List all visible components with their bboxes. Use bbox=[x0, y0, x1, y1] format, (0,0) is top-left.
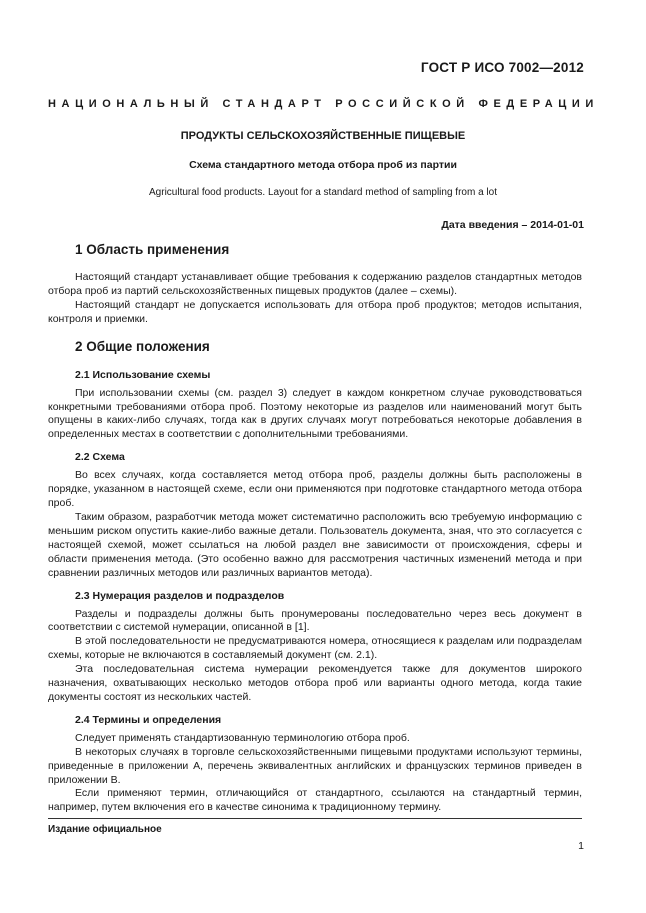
paragraph: При использовании схемы (см. раздел 3) следует в каждом конкретном случае руководствоваться конкретными требованиями отбора проб. Поэтому некоторые из разделов или наименований могут быть опущены в каких-либо случаях, тогда как в других случаях могут потребоваться некоторые добавления в определенных местах в соответствии с дополнительными требованиями. bbox=[48, 386, 582, 441]
document-subtitle: Схема стандартного метода отбора проб из партии bbox=[189, 159, 457, 171]
subsection-heading-2-2: 2.2 Схема bbox=[75, 451, 125, 464]
introduction-date: Дата введения – 2014-01-01 bbox=[441, 219, 584, 231]
paragraph: В некоторых случаях в торговле сельскохозяйственными пищевыми продуктами используют термины, приведенные в приложении А, перечень эквивалентных английских и французских терминов приведен в приложении В. bbox=[48, 745, 582, 786]
subsection-heading-2-4: 2.4 Термины и определения bbox=[75, 713, 222, 726]
section-heading-2: 2 Общие положения bbox=[75, 338, 210, 354]
paragraph: Таким образом, разработчик метода может систематично расположить всю требуемую информацию с меньшим риском опустить какие-либо важные детали. Пользователь документа, зная, что это согласуется с настоящей схемой, может ссылаться на любой раздел вне зависимости от происхождения, сферы и области применения метода. (Это особенно важно для рассмотрения частичных изменений метода и при сравнении различных методов или различных вариантов метода). bbox=[48, 510, 582, 579]
national-standard-banner: НАЦИОНАЛЬНЫЙ СТАНДАРТ РОССИЙСКОЙ ФЕДЕРАЦИИ bbox=[48, 98, 599, 110]
paragraph: Разделы и подразделы должны быть пронумерованы последовательно через весь документ в соответствии с системой нумерации, описанной в [1]. bbox=[48, 607, 582, 634]
paragraph: Эта последовательная система нумерации рекомендуется также для документов широкого назначения, охватывающих несколько методов отбора проб или варианты одного метода, когда такие документы состоят из нескольких частей. bbox=[48, 663, 582, 703]
section-heading-1: 1 Область применения bbox=[75, 242, 230, 257]
document-title: ПРОДУКТЫ СЕЛЬСКОХОЗЯЙСТВЕННЫЕ ПИЩЕВЫЕ bbox=[180, 130, 466, 142]
subsection-heading-2-3: 2.3 Нумерация разделов и подразделов bbox=[75, 589, 285, 602]
document-code: ГОСТ Р ИСО 7002—2012 bbox=[420, 60, 584, 75]
page-number: 1 bbox=[578, 840, 584, 852]
paragraph: Во всех случаях, когда составляется метод отбора проб, разделы должны быть расположены в порядке, указанном в настоящей схеме, если они применяются при подготовке стандартного метода отбора проб. bbox=[48, 469, 582, 510]
subsection-heading-2-1: 2.1 Использование схемы bbox=[75, 368, 211, 381]
footer-divider bbox=[48, 818, 582, 819]
paragraph: Настоящий стандарт не допускается использовать для отбора проб продуктов; методов испытания, контроля и приемки. bbox=[48, 298, 582, 325]
paragraph: Если применяют термин, отличающийся от стандартного, ссылаются на стандартный термин, например, путем включения его в качестве синонима к традиционному термину. bbox=[48, 787, 582, 814]
official-edition-label: Издание официальное bbox=[48, 824, 162, 835]
paragraph: Следует применять стандартизованную терминологию отбора проб. bbox=[75, 731, 410, 744]
document-body bbox=[48, 241, 582, 815]
paragraph: В этой последовательности не предусматриваются номера, относящиеся к разделам или подразделам схемы, которые не включаются в составляемый документ (см. 2.1). bbox=[48, 635, 582, 662]
paragraph: Настоящий стандарт устанавливает общие требования к содержанию разделов стандартных методов отбора проб из партий сельскохозяйственных пищевых продуктов (далее – схемы). bbox=[48, 271, 582, 297]
english-title: Agricultural food products. Layout for a standard method of sampling from a lot bbox=[149, 187, 497, 198]
